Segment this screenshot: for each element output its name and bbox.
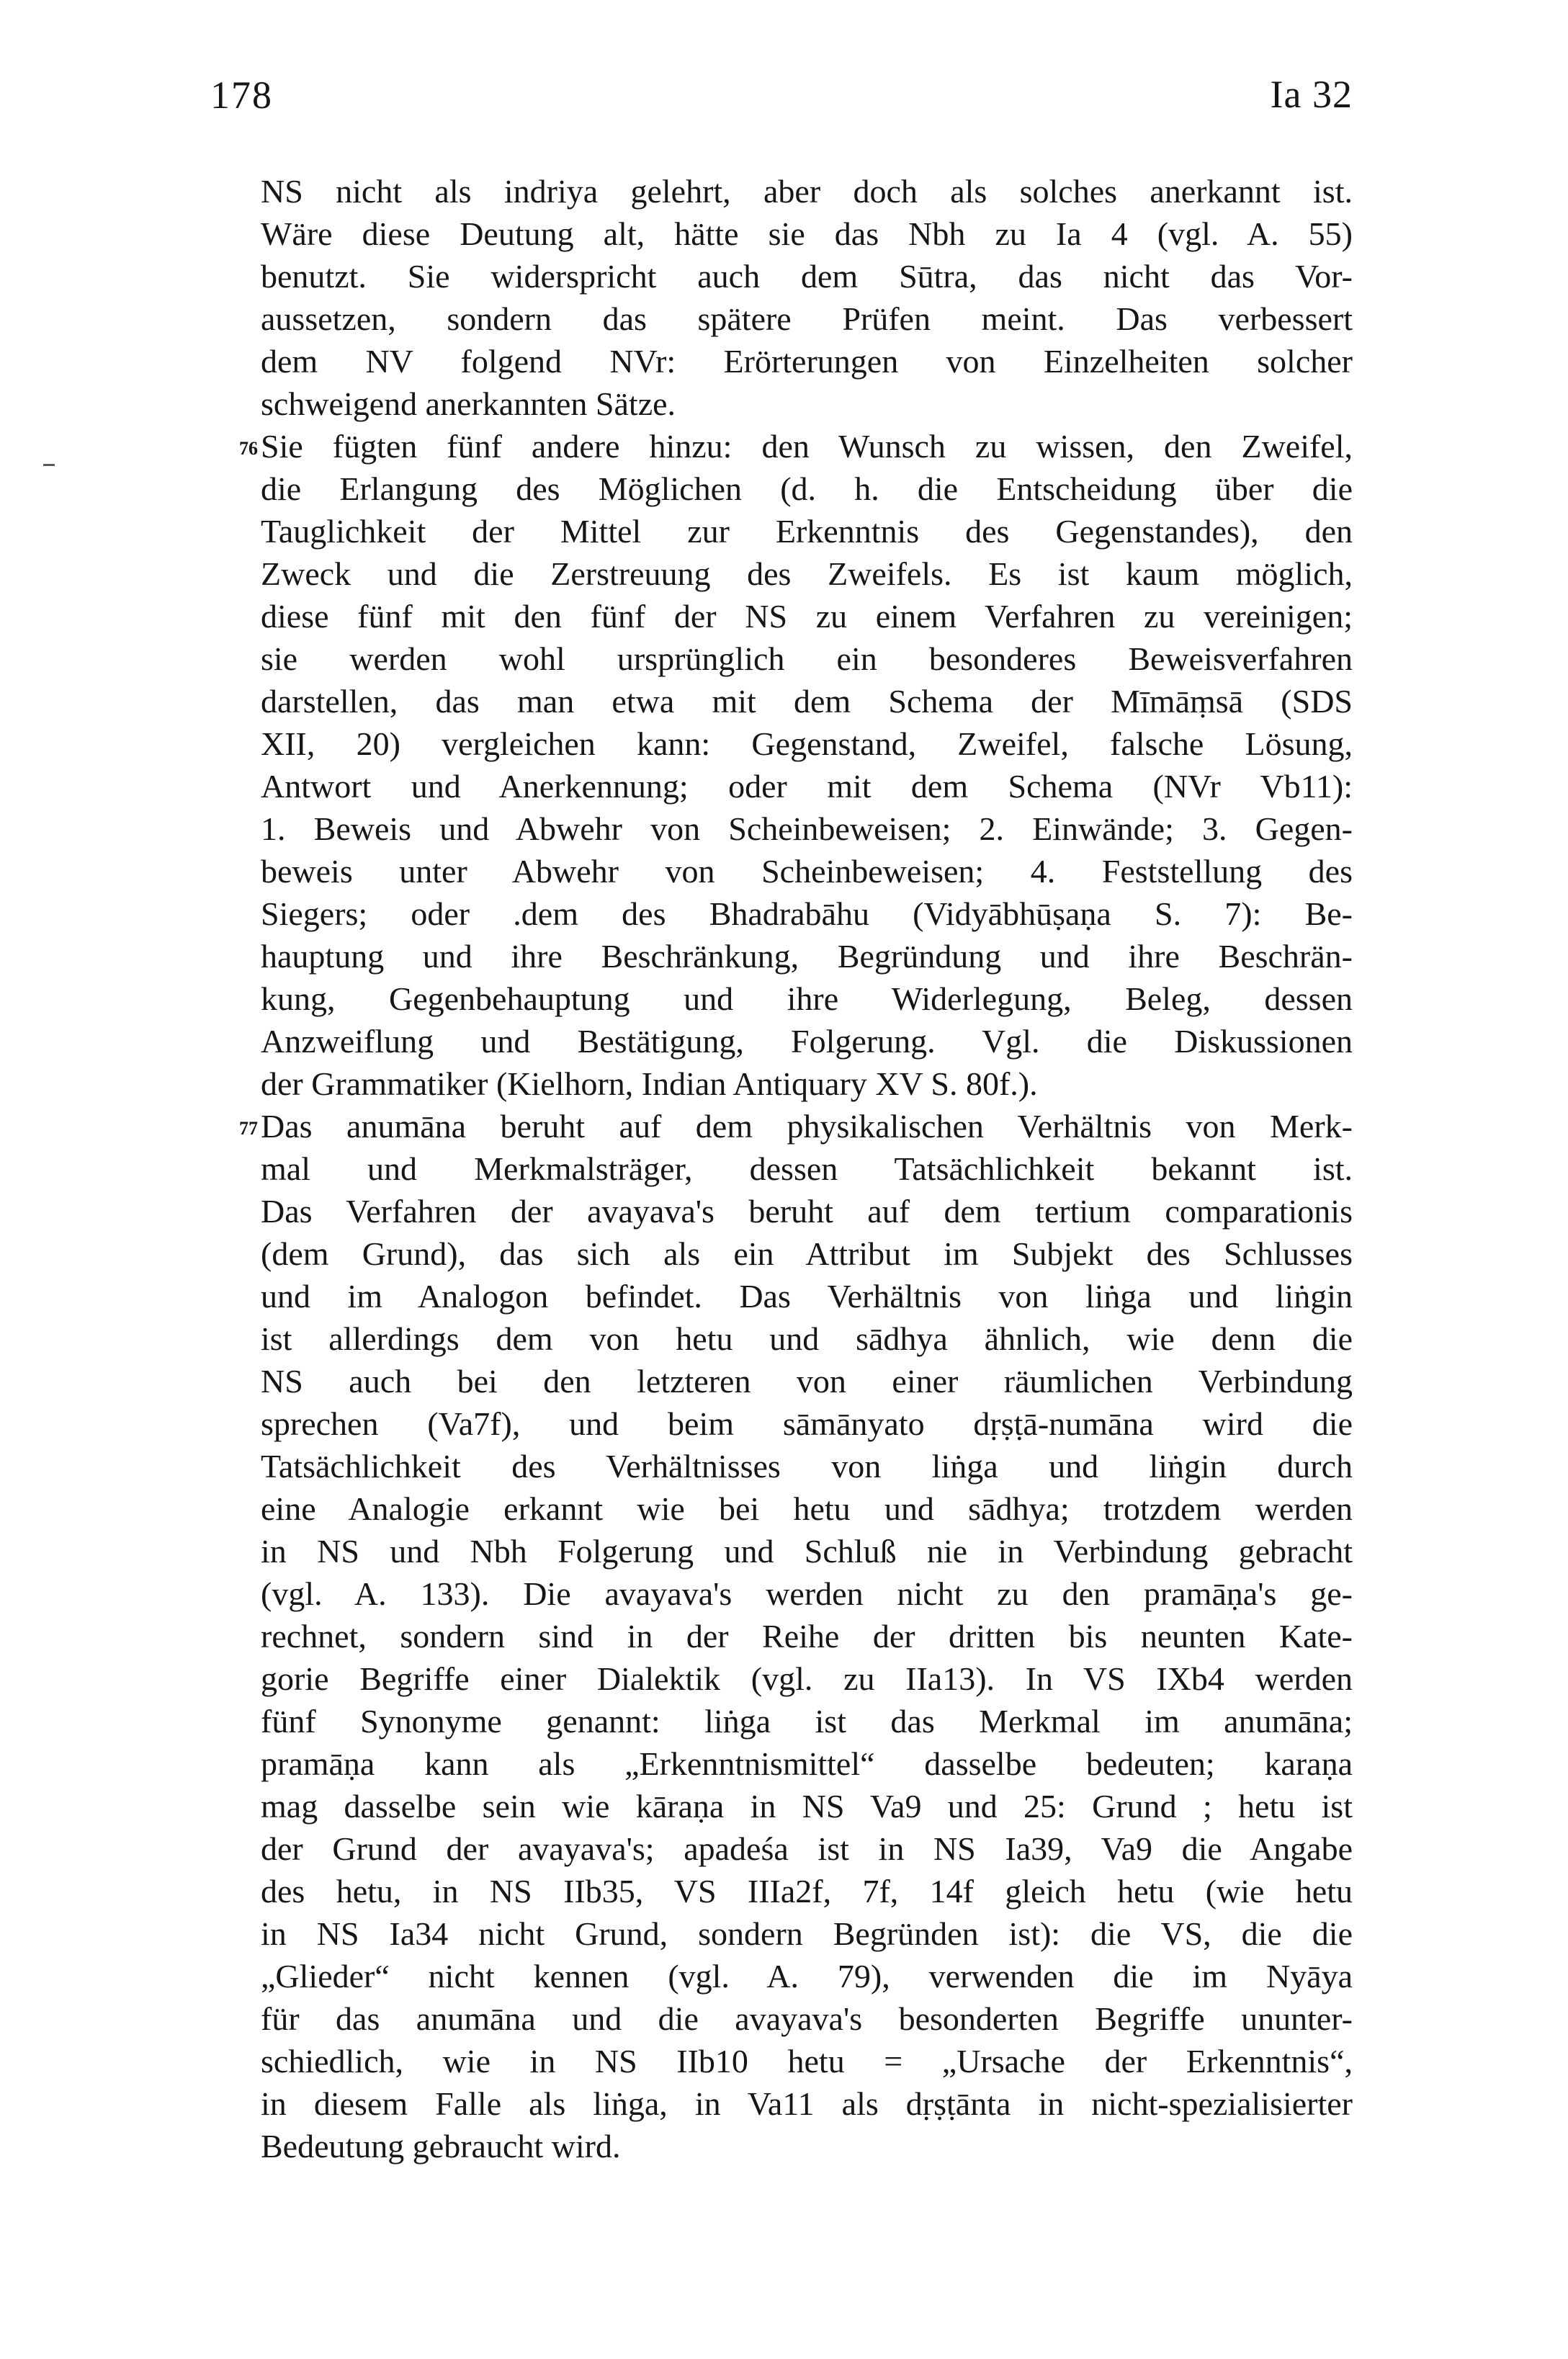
text-line: Tatsächlichkeit des Verhältnisses von liṅga und liṅgin durch	[261, 1448, 1353, 1485]
text-line: Wäre diese Deutung alt, hätte sie das Nbh zu Ia 4 (vgl. A. 55)	[261, 215, 1353, 252]
text-line: des hetu, in NS IIb35, VS IIIa2f, 7f, 14f gleich hetu (wie hetu	[261, 1873, 1353, 1910]
footnote-77	[239, 1105, 1353, 2167]
text-line: NS auch bei den letzteren von einer räumlichen Verbindung	[261, 1363, 1353, 1400]
text-line: Bedeutung gebraucht wird.	[261, 2128, 621, 2165]
text-line: gorie Begriffe einer Dialektik (vgl. zu IIa13). In VS IXb4 werden	[261, 1660, 1353, 1697]
text-line: ist allerdings dem von hetu und sādhya ähnlich, wie denn die	[261, 1320, 1353, 1357]
text-line: pramāṇa kann als „Erkenntnismittel“ dasselbe bedeuten; karaṇa	[261, 1745, 1353, 1782]
text-line: Siegers; oder .dem des Bhadrabāhu (Vidyābhūṣaṇa S. 7): Be-	[261, 895, 1353, 932]
text-line: in NS Ia34 nicht Grund, sondern Begründen ist): die VS, die die	[261, 1915, 1353, 1952]
text-line: und im Analogon befindet. Das Verhältnis von liṅga und liṅgin	[261, 1278, 1353, 1315]
text-line: der Grund der avayava's; apadeśa ist in NS Ia39, Va9 die Angabe	[261, 1830, 1353, 1867]
text-line: fünf Synonyme genannt: liṅga ist das Merkmal im anumāna;	[261, 1703, 1353, 1740]
text-line: (dem Grund), das sich als ein Attribut im Subjekt des Schlusses	[261, 1235, 1353, 1272]
text-line: in NS und Nbh Folgerung und Schluß nie in Verbindung gebracht	[261, 1533, 1353, 1570]
text-line: Zweck und die Zerstreuung des Zweifels. Es ist kaum möglich,	[261, 555, 1353, 592]
footnote-75-continuation	[261, 170, 1353, 425]
text-line: mag dasselbe sein wie kāraṇa in NS Va9 und 25: Grund ; hetu ist	[261, 1788, 1353, 1825]
text-line: Das Verfahren der avayava's beruht auf dem tertium comparationis	[261, 1193, 1353, 1230]
page-number: 178	[210, 73, 273, 117]
text-line: Antwort und Anerkennung; oder mit dem Schema (NVr Vb11):	[261, 768, 1353, 805]
text-line: aussetzen, sondern das spätere Prüfen meint. Das verbessert	[261, 300, 1353, 337]
text-line: sprechen (Va7f), und beim sāmānyato dṛṣṭā-numāna wird die	[261, 1405, 1353, 1442]
footnote-number: 77	[239, 1118, 258, 1139]
text-line: Sie fügten fünf andere hinzu: den Wunsch zu wissen, den Zweifel,	[261, 428, 1353, 465]
text-line: hauptung und ihre Beschränkung, Begründung und ihre Beschrän-	[261, 938, 1353, 975]
text-line: der Grammatiker (Kielhorn, Indian Antiquary XV S. 80f.).	[261, 1065, 1038, 1102]
text-line: eine Analogie erkannt wie bei hetu und sādhya; trotzdem werden	[261, 1490, 1353, 1527]
footnote-76	[239, 425, 1353, 1105]
text-line: sie werden wohl ursprünglich ein besonderes Beweisverfahren	[261, 640, 1353, 677]
footnotes-body	[239, 170, 1353, 2167]
text-line: Anzweiflung und Bestätigung, Folgerung. Vgl. die Diskussionen	[261, 1023, 1353, 1060]
text-line: schiedlich, wie in NS IIb10 hetu = „Ursache der Erkenntnis“,	[261, 2043, 1353, 2080]
text-line: 1. Beweis und Abwehr von Scheinbeweisen; 2. Einwände; 3. Gegen-	[261, 810, 1353, 847]
text-line: XII, 20) vergleichen kann: Gegenstand, Zweifel, falsche Lösung,	[261, 725, 1353, 762]
text-line: die Erlangung des Möglichen (d. h. die Entscheidung über die	[261, 470, 1353, 507]
text-line: beweis unter Abwehr von Scheinbeweisen; 4. Feststellung des	[261, 853, 1353, 890]
text-line: schweigend anerkannten Sätze.	[261, 385, 676, 422]
text-line: Tauglichkeit der Mittel zur Erkenntnis des Gegenstandes), den	[261, 513, 1353, 550]
text-line: diese fünf mit den fünf der NS zu einem Verfahren zu vereinigen;	[261, 598, 1353, 635]
text-line: dem NV folgend NVr: Erörterungen von Einzelheiten solcher	[261, 343, 1353, 380]
text-line: Das anumāna beruht auf dem physikalischen Verhältnis von Merk-	[261, 1108, 1353, 1145]
text-line: benutzt. Sie widerspricht auch dem Sūtra, das nicht das Vor-	[261, 258, 1353, 295]
text-line: kung, Gegenbehauptung und ihre Widerlegung, Beleg, dessen	[261, 980, 1353, 1017]
text-line: NS nicht als indriya gelehrt, aber doch als solches anerkannt ist.	[261, 173, 1353, 210]
text-line: in diesem Falle als liṅga, in Va11 als dṛṣṭānta in nicht-spezialisierter	[261, 2085, 1353, 2122]
text-line: für das anumāna und die avayava's besonderten Begriffe ununter-	[261, 2000, 1353, 2037]
margin-mark	[43, 464, 55, 466]
text-line: mal und Merkmalsträger, dessen Tatsächlichkeit bekannt ist.	[261, 1150, 1353, 1187]
text-line: rechnet, sondern sind in der Reihe der dritten bis neunten Kate-	[261, 1618, 1353, 1655]
text-line: (vgl. A. 133). Die avayava's werden nicht zu den pramāṇa's ge-	[261, 1575, 1353, 1612]
footnote-number: 76	[239, 438, 258, 459]
text-line: darstellen, das man etwa mit dem Schema der Mīmāṃsā (SDS	[261, 683, 1353, 720]
section-reference: Ia 32	[1270, 73, 1353, 116]
text-line: „Glieder“ nicht kennen (vgl. A. 79), verwenden die im Nyāya	[261, 1958, 1353, 1995]
